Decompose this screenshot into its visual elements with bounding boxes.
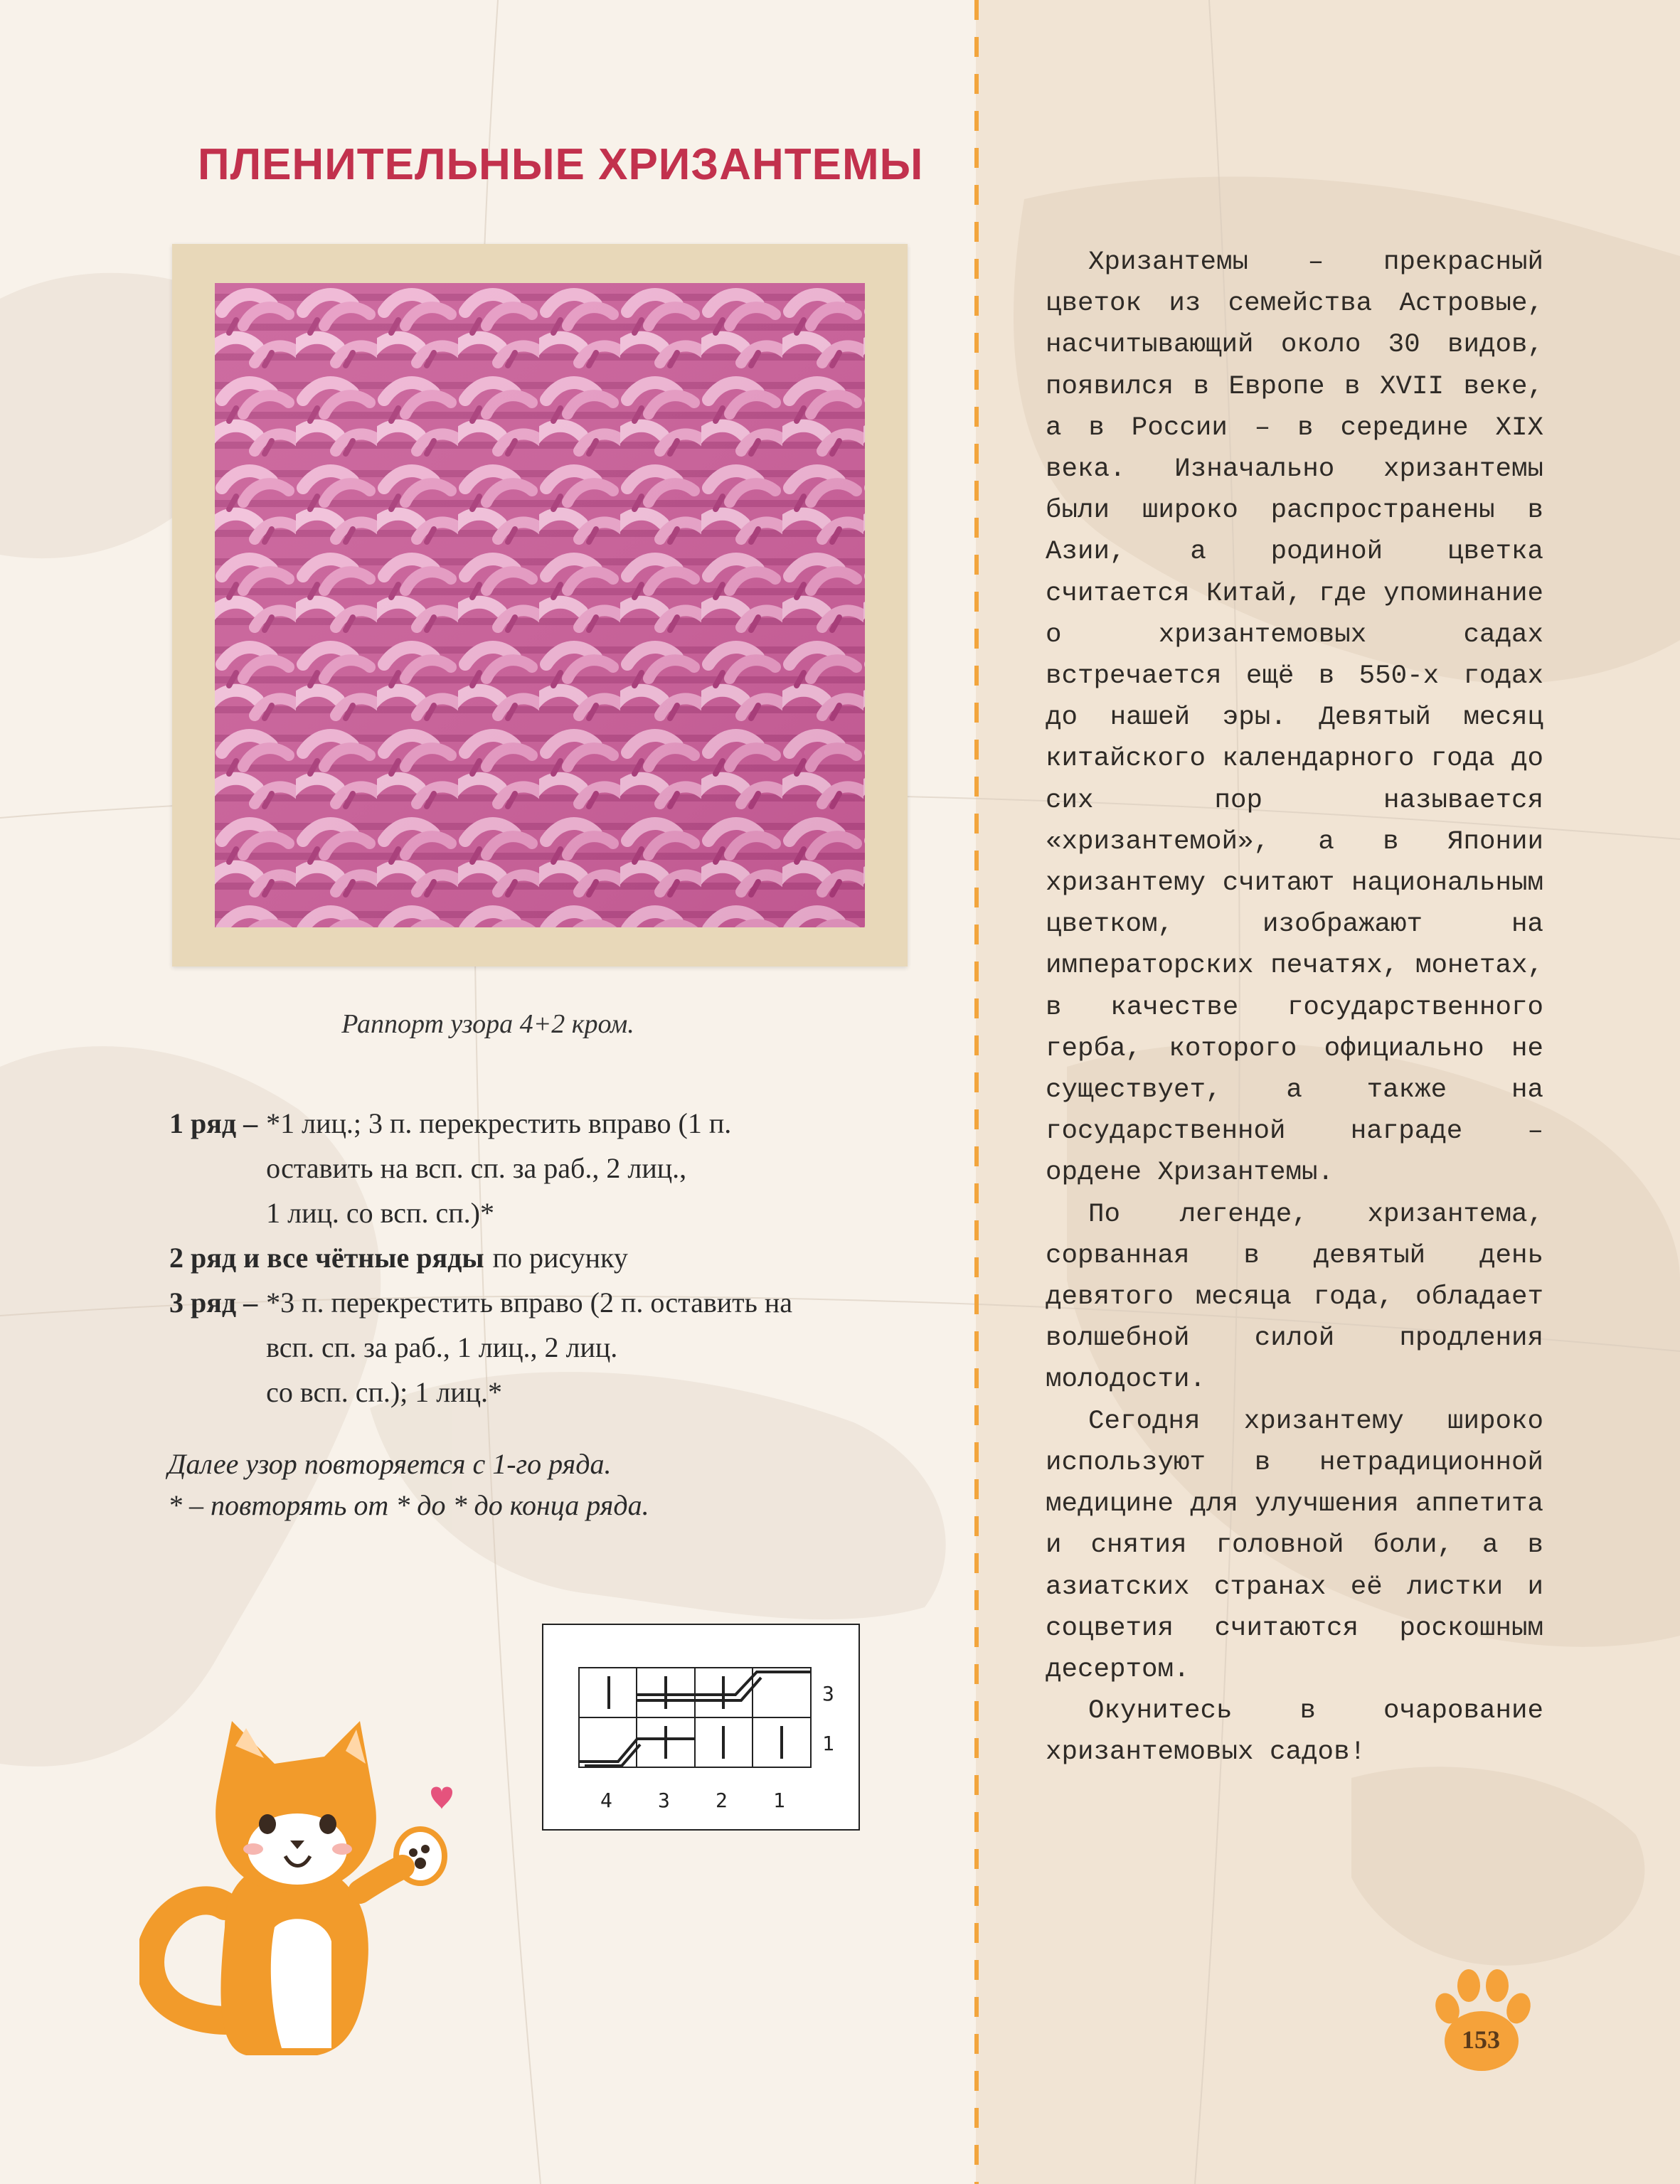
chart-col-label: 4 (600, 1789, 612, 1812)
note-line: Далее узор повторяется с 1-го ряда. (168, 1448, 612, 1480)
chart-col-label: 1 (773, 1789, 785, 1812)
row-text: *1 лиц.; 3 п. перекрестить вправо (1 п. оставить на всп. сп. за раб., 2 лиц., 1 лиц. со всп. сп.)* (266, 1107, 732, 1229)
row-instructions (169, 1101, 966, 1415)
row-label: 1 ряд – (169, 1107, 258, 1139)
story-paragraph: Окунитесь в очарование хризантемовых садов! (1046, 1696, 1543, 1768)
page-number-badge (1432, 1964, 1538, 2078)
instruction-row-1 (169, 1101, 966, 1235)
story-paragraph: По легенде, хризантема, сорванная в девятый день девятого месяца года, обладает волшебной силой продления молодости. (1046, 1199, 1543, 1395)
row-text: по рисунку (492, 1242, 628, 1274)
knitting-photo (215, 283, 865, 927)
knitting-chart-grid (543, 1625, 858, 1829)
row-label: 3 ряд – (169, 1287, 258, 1319)
chart-row-label: 1 (822, 1732, 834, 1755)
chart-col-label: 2 (716, 1789, 728, 1812)
row-text: *3 п. перекрестить вправо (2 п. оставить на всп. сп. за раб., 1 лиц., 2 лиц. со всп. сп.); 1 лиц.* (266, 1287, 793, 1408)
row-label: 2 ряд и все чётные ряды (169, 1242, 484, 1274)
cat-illustration (139, 1714, 452, 2070)
pattern-notes (168, 1444, 649, 1526)
page-number: 153 (1462, 2025, 1500, 2054)
story-paragraph: Сегодня хризантему широко используют в нетрадиционной медицине для улучшения аппетита и снятия головной боли, а в азиатских странах её листки и соцветия считаются роскошным десертом. (1046, 1406, 1543, 1685)
page-title: ПЛЕНИТЕЛЬНЫЕ ХРИЗАНТЕМЫ (198, 140, 924, 189)
dashed-divider (974, 0, 979, 2184)
instruction-row-2 (169, 1235, 966, 1280)
paw-icon (1432, 1964, 1538, 2078)
instruction-row-3 (169, 1280, 966, 1415)
knitting-chart (542, 1624, 860, 1831)
story-paragraph: Хризантемы – прекрасный цветок из семейства Астровые, насчитывающий около 30 видов, появился в Европе в XVII веке, а в России – в середине XIX века. Изначально хризантемы были широко распространены в Азии, а родиной цветка считается Китай, где упоминание о хризантемовых садах встречается ещё в 550-х годах до нашей эры. Девятый месяц китайского календарного года до сих пор называется «хризантемой», а в Японии хризантему считают национальным цветком, изображают на императорских печатях, монетах, в качестве государственного герба, которого официально не существует, а также на государственной награде – ордене Хризантемы. (1046, 247, 1543, 1188)
chart-col-label: 3 (658, 1789, 670, 1812)
note-line: * – повторять от * до * до конца ряда. (168, 1489, 649, 1521)
pattern-repeat-caption: Раппорт узора 4+2 кром. (341, 1009, 634, 1039)
story-text (1046, 242, 1543, 1774)
photo-frame (172, 244, 908, 966)
chart-row-label: 3 (822, 1682, 834, 1705)
